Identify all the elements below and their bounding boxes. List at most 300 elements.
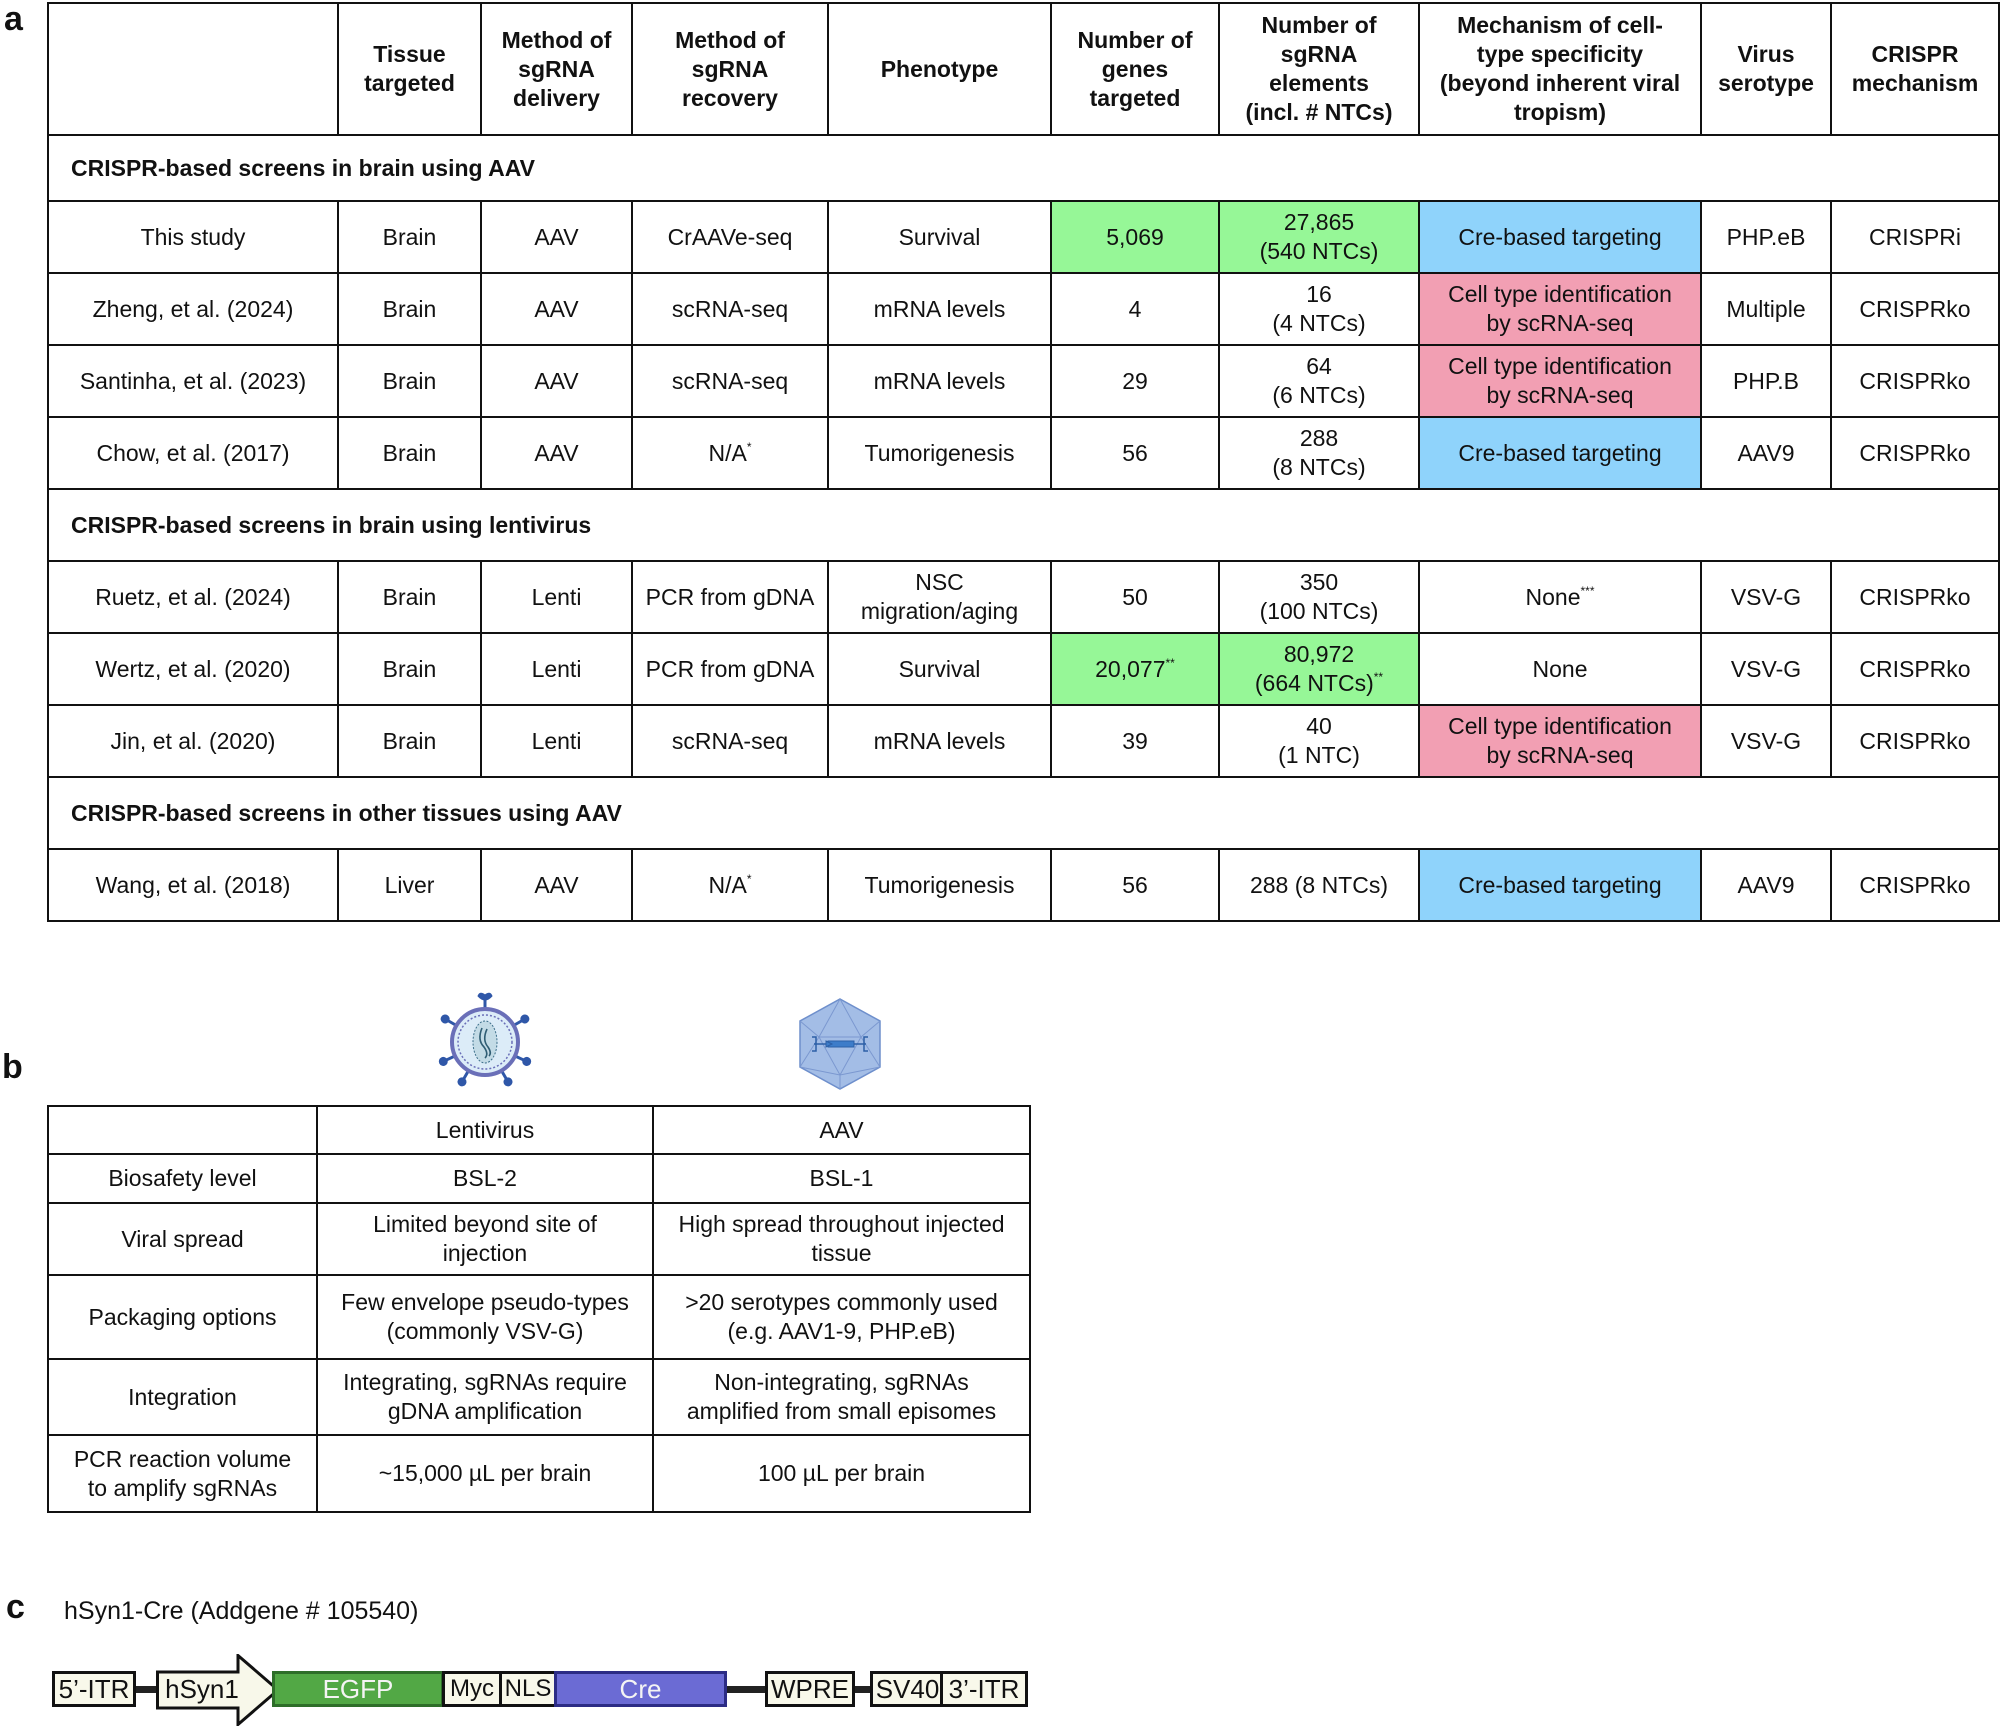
elements-cell <box>1219 273 1419 345</box>
cell-text: Brain <box>382 583 437 610</box>
cell-text: scRNA-seq <box>671 295 789 322</box>
header-line: Phenotype <box>880 55 999 82</box>
header-line: sgRNA <box>691 55 769 82</box>
table-row <box>48 633 1999 705</box>
delivery-cell <box>481 705 632 777</box>
header-line: delivery <box>513 84 600 111</box>
phenotype-cell <box>828 561 1051 633</box>
cell-text: Zheng, et al. (2024) <box>92 295 294 322</box>
phenotype-cell <box>828 201 1051 273</box>
backbone-line <box>852 1686 872 1693</box>
cell-line: Non-integrating, sgRNAs <box>714 1369 969 1395</box>
elements-cell <box>1219 201 1419 273</box>
cell-line <box>833 367 1046 396</box>
cell-text: AAV9 <box>1737 439 1795 466</box>
cell-text: Brain <box>382 727 437 754</box>
recovery-cell <box>632 345 828 417</box>
serotype-cell <box>1701 633 1831 705</box>
cell-text: 350 <box>1299 569 1339 595</box>
cell-line <box>833 223 1046 252</box>
panel-label-c: c <box>6 1588 25 1626</box>
genes-cell <box>1051 201 1219 273</box>
cell-text: Lenti <box>531 655 582 682</box>
cell-text: by scRNA-seq <box>1486 310 1634 336</box>
table-header-row <box>48 3 1999 135</box>
mechanism-cell <box>1419 345 1701 417</box>
cell-line <box>1424 309 1696 338</box>
cell-line: Limited beyond site of <box>373 1211 597 1237</box>
header-mechanism <box>1419 3 1701 135</box>
cell-text: by scRNA-seq <box>1486 742 1634 768</box>
section-title: CRISPR-based screens in brain using lentivirus <box>48 489 1999 561</box>
mechanism-cell <box>1419 201 1701 273</box>
lentivirus-cell <box>317 1435 653 1512</box>
cell-text: (1 NTC) <box>1278 742 1360 768</box>
cell-line: Integrating, sgRNAs require <box>343 1369 627 1395</box>
row-label <box>48 1203 317 1275</box>
recovery-cell <box>632 417 828 489</box>
section-row <box>48 489 1999 561</box>
cell-text: AAV <box>534 367 579 394</box>
cell-text: Lenti <box>531 727 582 754</box>
serotype-cell <box>1701 417 1831 489</box>
footnote-marker: * <box>746 439 752 454</box>
sv40-element: SV40 <box>870 1671 945 1707</box>
cell-line <box>1224 640 1414 669</box>
genes-cell <box>1051 633 1219 705</box>
crispr-cell <box>1831 633 1999 705</box>
delivery-cell <box>481 561 632 633</box>
cell-line: Packaging options <box>88 1303 277 1330</box>
header-line: Method of <box>675 26 785 53</box>
cell-text: Cre-based targeting <box>1458 223 1662 250</box>
cell-line: tissue <box>811 1240 872 1266</box>
lentivirus-cell <box>317 1154 653 1203</box>
cell-line <box>833 439 1046 468</box>
cell-text: CRISPRko <box>1859 583 1971 610</box>
cell-text: by scRNA-seq <box>1486 382 1634 408</box>
cell-text: 56 <box>1122 439 1148 466</box>
cell-line: Integration <box>128 1383 237 1410</box>
header-elements <box>1219 3 1419 135</box>
cell-text: CRISPRko <box>1859 367 1971 394</box>
cell-text: 40 <box>1306 713 1332 739</box>
footnote-marker: *** <box>1580 583 1595 598</box>
phenotype-cell <box>828 417 1051 489</box>
genes-cell <box>1051 849 1219 921</box>
header-line: genes <box>1101 55 1169 82</box>
cell-line <box>1424 439 1696 468</box>
screen-comparison-table <box>47 2 2000 922</box>
cell-line <box>833 597 1046 626</box>
cell-text: 80,972 <box>1283 641 1355 667</box>
header-aav: AAV <box>653 1106 1030 1154</box>
header-delivery <box>481 3 632 135</box>
cell-line <box>1224 568 1414 597</box>
row-label <box>48 1275 317 1359</box>
phenotype-cell <box>828 273 1051 345</box>
aav-cell <box>653 1154 1030 1203</box>
serotype-cell <box>1701 849 1831 921</box>
wpre-element: WPRE <box>765 1671 855 1707</box>
cell-line: Viral spread <box>121 1225 244 1252</box>
tissue-cell <box>338 561 481 633</box>
study-cell <box>48 201 338 273</box>
construct-map <box>52 1650 1032 1730</box>
cell-line: gDNA amplification <box>387 1398 583 1424</box>
cell-line <box>1424 712 1696 741</box>
cell-text: CrAAVe-seq <box>667 223 793 250</box>
mechanism-cell <box>1419 633 1701 705</box>
lentivirus-cell <box>317 1203 653 1275</box>
cell-text: AAV <box>534 439 579 466</box>
table-header-row <box>48 1106 1030 1154</box>
cell-line <box>1424 741 1696 770</box>
cell-text: N/A <box>708 439 747 466</box>
cell-line <box>833 655 1046 684</box>
cell-line <box>833 727 1046 756</box>
header-line: sgRNA <box>1280 41 1358 67</box>
cell-line: injection <box>442 1240 528 1266</box>
recovery-cell <box>632 705 828 777</box>
recovery-cell <box>632 633 828 705</box>
study-cell <box>48 417 338 489</box>
cell-text: 56 <box>1122 871 1148 898</box>
itr5-element: 5’-ITR <box>52 1671 136 1707</box>
serotype-cell <box>1701 345 1831 417</box>
vector-comparison-table <box>47 1105 1031 1513</box>
study-cell <box>48 633 338 705</box>
header-line: elements <box>1269 70 1369 96</box>
header-line: Number of <box>1261 12 1377 38</box>
cell-line <box>1224 208 1414 237</box>
header-line: sgRNA <box>518 55 595 82</box>
cell-text: mRNA levels <box>873 727 1006 754</box>
table-row <box>48 561 1999 633</box>
cell-line <box>1424 280 1696 309</box>
panel-label-b: b <box>2 1048 23 1086</box>
cell-line <box>1224 237 1414 266</box>
study-cell <box>48 345 338 417</box>
serotype-cell <box>1701 273 1831 345</box>
serotype-cell <box>1701 705 1831 777</box>
crispr-cell <box>1831 849 1999 921</box>
tissue-cell <box>338 273 481 345</box>
footnote-marker: ** <box>1165 655 1175 670</box>
cell-text: Wang, et al. (2018) <box>95 871 291 898</box>
delivery-cell <box>481 633 632 705</box>
aav-cell <box>653 1275 1030 1359</box>
cell-line <box>1424 655 1696 684</box>
cell-text: Brain <box>382 367 437 394</box>
cell-line <box>1224 871 1414 900</box>
cell-text: Chow, et al. (2017) <box>96 439 290 466</box>
serotype-cell <box>1701 561 1831 633</box>
footnote-marker: * <box>746 871 752 886</box>
elements-cell <box>1219 345 1419 417</box>
cre-element: Cre <box>554 1671 727 1707</box>
cell-line <box>1424 381 1696 410</box>
cell-text: mRNA levels <box>873 367 1006 394</box>
genes-cell <box>1051 345 1219 417</box>
header-line: (beyond inherent viral <box>1439 70 1681 96</box>
cell-text: Brain <box>382 655 437 682</box>
cell-text: Cell type identification <box>1448 281 1672 307</box>
header-line: Number of <box>1077 26 1193 53</box>
cell-line <box>1224 453 1414 482</box>
cell-text: 288 <box>1299 425 1339 451</box>
aav-cell <box>653 1359 1030 1435</box>
cell-text: Survival <box>898 223 981 250</box>
row-label <box>48 1359 317 1435</box>
cell-text: CRISPRko <box>1859 727 1971 754</box>
table-row <box>48 1275 1030 1359</box>
cell-line <box>833 295 1046 324</box>
cell-line: (commonly VSV-G) <box>386 1318 584 1344</box>
myc-element: Myc <box>442 1671 502 1707</box>
cell-text: 288 (8 NTCs) <box>1249 871 1389 898</box>
cell-line: >20 serotypes commonly used <box>685 1289 998 1315</box>
genes-cell <box>1051 561 1219 633</box>
cell-line: to amplify sgRNAs <box>87 1474 278 1501</box>
table-row <box>48 417 1999 489</box>
cell-text: None <box>1532 655 1588 682</box>
tissue-cell <box>338 633 481 705</box>
cell-line: High spread throughout injected <box>678 1211 1005 1237</box>
cell-text: VSV-G <box>1730 655 1802 682</box>
backbone-line <box>727 1686 767 1693</box>
table-row <box>48 201 1999 273</box>
delivery-cell <box>481 345 632 417</box>
crispr-cell <box>1831 273 1999 345</box>
phenotype-cell <box>828 633 1051 705</box>
mechanism-cell <box>1419 273 1701 345</box>
study-cell <box>48 705 338 777</box>
cell-text: Cre-based targeting <box>1458 439 1662 466</box>
cell-text: None <box>1525 583 1581 610</box>
header-blank <box>48 3 338 135</box>
mechanism-cell <box>1419 849 1701 921</box>
header-tissue <box>338 3 481 135</box>
crispr-cell <box>1831 345 1999 417</box>
recovery-cell <box>632 273 828 345</box>
cell-text: migration/aging <box>860 598 1019 624</box>
cell-text: Brain <box>382 439 437 466</box>
aav-capsid-icon <box>797 997 883 1091</box>
cell-text: mRNA levels <box>873 295 1006 322</box>
cell-text: 4 <box>1128 295 1142 322</box>
elements-cell <box>1219 561 1419 633</box>
table-row <box>48 1359 1030 1435</box>
row-label <box>48 1154 317 1203</box>
table-row <box>48 849 1999 921</box>
cell-text: N/A <box>708 871 747 898</box>
cell-text: CRISPRi <box>1868 223 1961 250</box>
elements-cell <box>1219 417 1419 489</box>
itr3-element: 3’-ITR <box>940 1671 1028 1707</box>
header-line: mechanism <box>1851 70 1979 96</box>
tissue-cell <box>338 705 481 777</box>
elements-cell <box>1219 849 1419 921</box>
cell-text: CRISPRko <box>1859 295 1971 322</box>
header-recovery <box>632 3 828 135</box>
tissue-cell <box>338 849 481 921</box>
table-row <box>48 1203 1030 1275</box>
cell-line <box>1224 280 1414 309</box>
genes-cell <box>1051 705 1219 777</box>
cell-text: (4 NTCs) <box>1272 310 1366 336</box>
table-row <box>48 705 1999 777</box>
table-row <box>48 1435 1030 1512</box>
cell-text: (8 NTCs) <box>1272 454 1366 480</box>
cell-text: (664 NTCs) <box>1254 670 1374 696</box>
genes-cell <box>1051 273 1219 345</box>
delivery-cell <box>481 417 632 489</box>
recovery-cell <box>632 849 828 921</box>
tissue-cell <box>338 201 481 273</box>
cell-text: (100 NTCs) <box>1259 598 1379 624</box>
cell-text: AAV <box>534 295 579 322</box>
cell-text: VSV-G <box>1730 583 1802 610</box>
header-line: serotype <box>1718 70 1814 96</box>
cell-line <box>1424 583 1696 612</box>
cell-line: Few envelope pseudo-types <box>341 1289 629 1315</box>
aav-cell <box>653 1435 1030 1512</box>
header-serotype <box>1701 3 1831 135</box>
section-title: CRISPR-based screens in other tissues using AAV <box>48 777 1999 849</box>
cell-text: Cre-based targeting <box>1458 871 1662 898</box>
cell-text: scRNA-seq <box>671 727 789 754</box>
header-line: targeted <box>1089 84 1181 111</box>
header-crispr <box>1831 3 1999 135</box>
cell-text: Ruetz, et al. (2024) <box>95 583 291 610</box>
cell-line <box>1424 352 1696 381</box>
cell-line <box>1224 712 1414 741</box>
header-line: type specificity <box>1476 41 1644 67</box>
footnote-marker: ** <box>1373 670 1384 684</box>
mechanism-cell <box>1419 705 1701 777</box>
cell-text: PCR from gDNA <box>645 583 815 610</box>
cell-text: PHP.B <box>1732 367 1800 394</box>
cell-line: Biosafety level <box>108 1165 257 1191</box>
cell-text: NSC <box>915 569 964 595</box>
crispr-cell <box>1831 705 1999 777</box>
lentivirus-particle-icon <box>435 992 535 1092</box>
cell-text: scRNA-seq <box>671 367 789 394</box>
crispr-cell <box>1831 417 1999 489</box>
panel-label-a: a <box>4 0 23 38</box>
cell-text: AAV9 <box>1737 871 1795 898</box>
cell-text: Tumorigenesis <box>864 871 1015 898</box>
elements-cell <box>1219 705 1419 777</box>
cell-text: PCR from gDNA <box>645 655 815 682</box>
cell-line: (e.g. AAV1-9, PHP.eB) <box>727 1318 956 1344</box>
cell-text: Brain <box>382 223 437 250</box>
recovery-cell <box>632 201 828 273</box>
header-line: tropism) <box>1514 99 1606 125</box>
mechanism-cell <box>1419 417 1701 489</box>
cell-text: CRISPRko <box>1859 439 1971 466</box>
cell-line: 100 µL per brain <box>757 1460 926 1486</box>
crispr-cell <box>1831 561 1999 633</box>
cell-line <box>1224 309 1414 338</box>
mechanism-cell <box>1419 561 1701 633</box>
tissue-cell <box>338 417 481 489</box>
header-phenotype <box>828 3 1051 135</box>
header-line: recovery <box>682 84 778 111</box>
header-lentivirus: Lentivirus <box>317 1106 653 1154</box>
cell-line: ~15,000 µL per brain <box>378 1460 592 1486</box>
cell-text: This study <box>140 223 246 250</box>
cell-text: (6 NTCs) <box>1272 382 1366 408</box>
cell-line <box>1224 424 1414 453</box>
section-row <box>48 135 1999 201</box>
cell-line <box>833 871 1046 900</box>
section-row <box>48 777 1999 849</box>
header-line: Mechanism of cell- <box>1457 12 1663 38</box>
crispr-cell <box>1831 201 1999 273</box>
cell-line <box>833 568 1046 597</box>
elements-cell <box>1219 633 1419 705</box>
egfp-element: EGFP <box>272 1671 444 1707</box>
section-title: CRISPR-based screens in brain using AAV <box>48 135 1999 201</box>
cell-text: Jin, et al. (2020) <box>110 727 276 754</box>
header-blank <box>48 1106 317 1154</box>
table-row <box>48 345 1999 417</box>
cell-line <box>1224 741 1414 770</box>
cell-text: Cell type identification <box>1448 713 1672 739</box>
cell-text: 16 <box>1306 281 1332 307</box>
cell-text: Multiple <box>1726 295 1806 322</box>
table-row <box>48 1154 1030 1203</box>
cell-line <box>1224 597 1414 626</box>
cell-text: Survival <box>898 655 981 682</box>
phenotype-cell <box>828 345 1051 417</box>
delivery-cell <box>481 201 632 273</box>
cell-text: 64 <box>1306 353 1332 379</box>
cell-text: AAV <box>534 223 579 250</box>
header-genes <box>1051 3 1219 135</box>
cell-text: CRISPRko <box>1859 871 1971 898</box>
header-line: Virus <box>1737 41 1795 67</box>
header-line: targeted <box>364 70 455 96</box>
header-line: CRISPR <box>1871 41 1959 67</box>
cell-text: Cell type identification <box>1448 353 1672 379</box>
cell-line: amplified from small episomes <box>686 1398 997 1424</box>
row-label <box>48 1435 317 1512</box>
recovery-cell <box>632 561 828 633</box>
phenotype-cell <box>828 849 1051 921</box>
study-cell <box>48 561 338 633</box>
cell-line: BSL-2 <box>453 1165 517 1191</box>
genes-cell <box>1051 417 1219 489</box>
phenotype-cell <box>828 705 1051 777</box>
cell-text: CRISPRko <box>1859 655 1971 682</box>
cell-text: Santinha, et al. (2023) <box>79 367 307 394</box>
construct-title: hSyn1-Cre (Addgene # 105540) <box>64 1597 419 1625</box>
study-cell <box>48 273 338 345</box>
header-line: Tissue <box>373 41 446 67</box>
cell-line <box>1224 381 1414 410</box>
lentivirus-cell <box>317 1359 653 1435</box>
header-line: (incl. # NTCs) <box>1245 99 1393 125</box>
cell-line <box>1224 352 1414 381</box>
cell-text: 29 <box>1122 367 1148 394</box>
header-line: Method of <box>501 26 612 53</box>
cell-text: Tumorigenesis <box>864 439 1015 466</box>
cell-line <box>1424 871 1696 900</box>
delivery-cell <box>481 849 632 921</box>
